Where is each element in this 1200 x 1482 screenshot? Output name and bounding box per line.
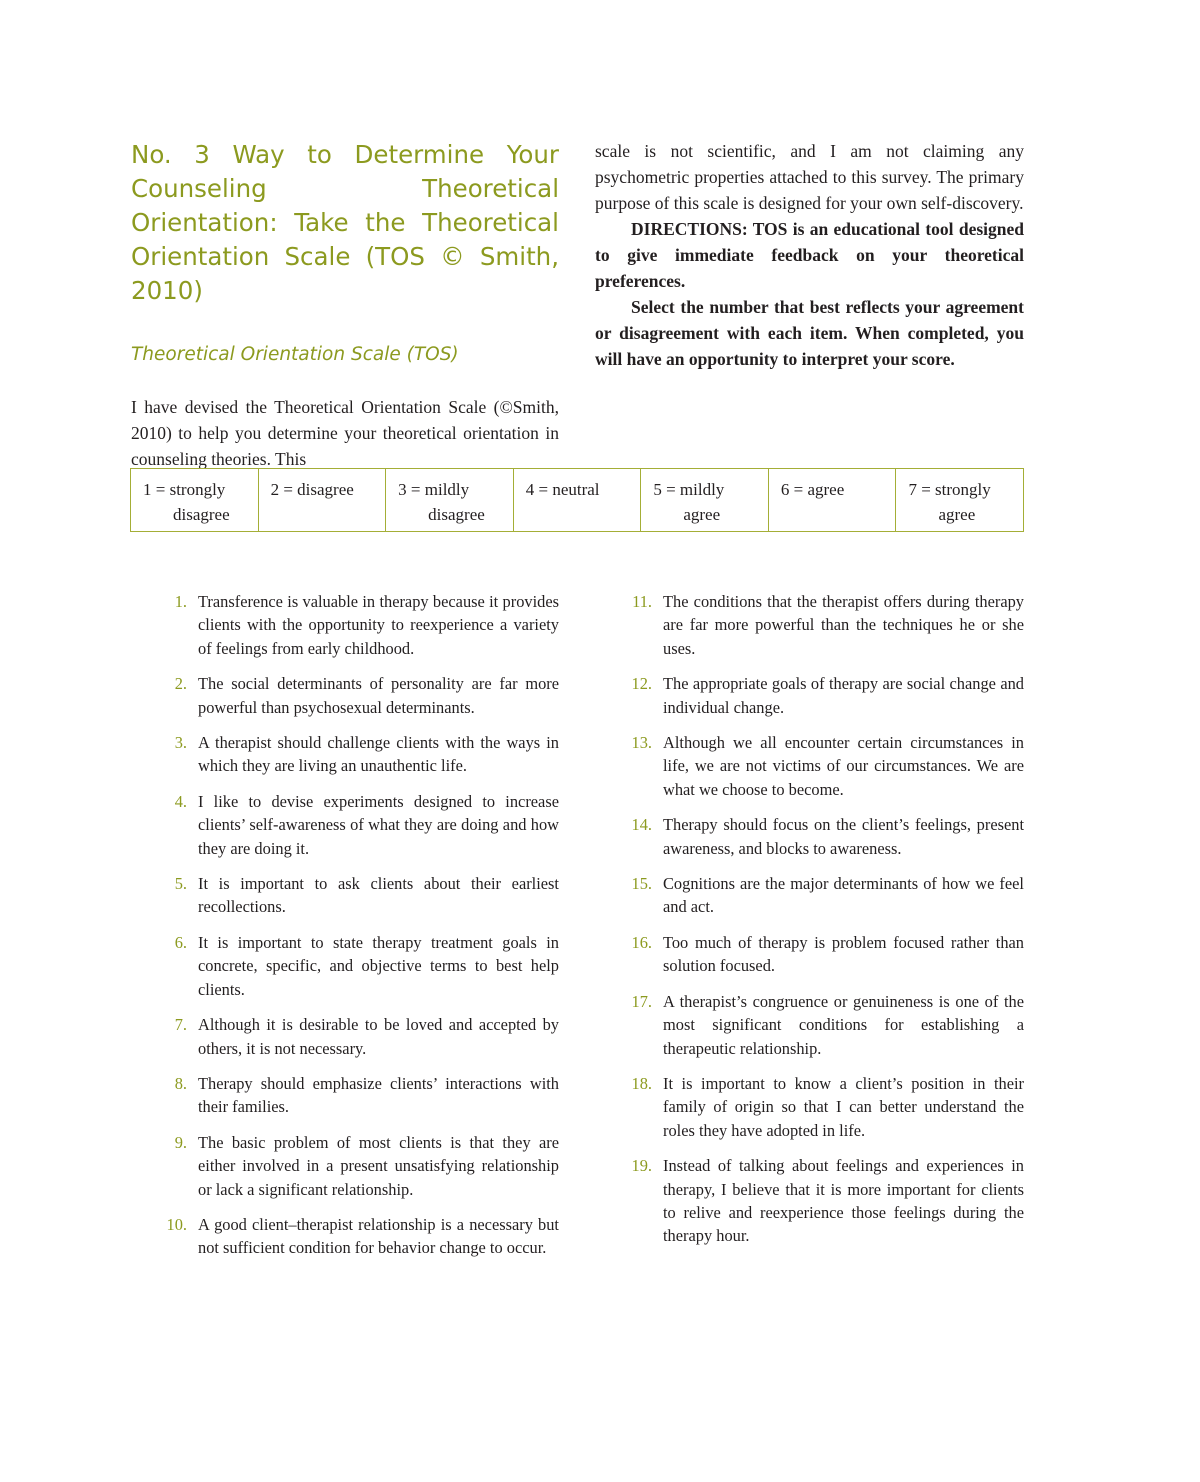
survey-items-left bbox=[160, 590, 559, 1272]
survey-item bbox=[625, 1154, 1024, 1248]
rating-scale-table bbox=[130, 468, 1024, 532]
scale-cell-6 bbox=[769, 469, 897, 531]
item-number: 5. bbox=[174, 874, 187, 894]
intro-paragraph-continued: scale is not scientific, and I am not claiming any psychometric properties attached to this survey. The primary purpose of this scale is designed for your own self-discovery. bbox=[595, 141, 1024, 213]
scale-cell-5 bbox=[641, 469, 769, 531]
item-number: 15. bbox=[631, 874, 652, 894]
item-text: Although it is desirable to be loved and accepted by others, it is not necessary. bbox=[198, 1015, 559, 1058]
scale-label: 6 = agree bbox=[780, 480, 845, 499]
left-column bbox=[131, 138, 559, 472]
item-number: 1. bbox=[174, 592, 187, 611]
item-number: 11. bbox=[632, 592, 652, 611]
scale-label-line2: disagree bbox=[428, 505, 485, 524]
item-text: The social determinants of personality are far more powerful than psychosexual determinants. bbox=[198, 674, 559, 717]
scale-cell-3 bbox=[386, 469, 514, 531]
item-text: Therapy should emphasize clients’ interactions with their families. bbox=[198, 1073, 559, 1117]
select-instruction: Select the number that best reflects your agreement or disagreement with each item. When completed, you will have an opportunity to interpret your score. bbox=[595, 297, 1024, 369]
survey-item bbox=[160, 731, 559, 778]
directions-paragraph: DIRECTIONS: TOS is an educational tool designed to give immediate feedback on your theoretical preferences. bbox=[595, 219, 1024, 291]
survey-item bbox=[625, 1072, 1024, 1142]
intro-paragraph: I have devised the Theoretical Orientation Scale (©Smith, 2010) to help you determine your theoretical orientation in counseling theories. This bbox=[131, 397, 559, 469]
scale-cell-4 bbox=[514, 469, 642, 531]
survey-item bbox=[160, 872, 559, 919]
scale-label-line2: agree bbox=[683, 505, 721, 524]
scale-label: 2 = disagree bbox=[270, 480, 354, 499]
survey-item bbox=[625, 672, 1024, 719]
item-text: It is important to know a client’s position in their family of origin so that I can better understand the roles they have adopted in life. bbox=[663, 1073, 1024, 1140]
item-number: 7. bbox=[174, 1015, 187, 1035]
survey-item bbox=[160, 931, 559, 1001]
item-number: 12. bbox=[631, 674, 652, 694]
survey-item bbox=[625, 931, 1024, 978]
survey-item bbox=[160, 790, 559, 860]
item-text: A therapist’s congruence or genuineness is one of the most significant conditions for establishing a therapeutic relationship. bbox=[663, 991, 1024, 1058]
section-subheading: Theoretical Orientation Scale (TOS) bbox=[131, 344, 459, 365]
item-number: 13. bbox=[631, 733, 652, 753]
item-number: 6. bbox=[174, 932, 187, 952]
item-text: The appropriate goals of therapy are social change and individual change. bbox=[663, 674, 1024, 717]
item-number: 9. bbox=[174, 1132, 187, 1152]
survey-item bbox=[160, 590, 559, 660]
scale-label: 3 = mildly bbox=[398, 480, 470, 499]
survey-item bbox=[160, 1013, 559, 1060]
item-text: Too much of therapy is problem focused rather than solution focused. bbox=[663, 932, 1024, 976]
item-number: 4. bbox=[174, 791, 187, 811]
survey-item bbox=[160, 1131, 559, 1201]
item-text: Instead of talking about feelings and experiences in therapy, I believe that it is more important for clients to relive and reexperience those feelings during the therapy hour. bbox=[663, 1156, 1024, 1246]
survey-items-right bbox=[625, 590, 1024, 1260]
survey-item bbox=[625, 813, 1024, 860]
item-text: The basic problem of most clients is that they are either involved in a present unsatisfying relationship or lack a significant relationship. bbox=[198, 1132, 559, 1199]
scale-label: 5 = mildly bbox=[653, 480, 725, 499]
survey-item bbox=[625, 590, 1024, 660]
item-number: 10. bbox=[166, 1214, 187, 1234]
item-text: The conditions that the therapist offers during therapy are far more powerful than the techniques he or she uses. bbox=[663, 592, 1024, 658]
scale-label-line2: disagree bbox=[173, 505, 230, 524]
item-number: 18. bbox=[631, 1073, 652, 1093]
item-number: 8. bbox=[174, 1073, 187, 1093]
scale-label: 7 = strongly bbox=[908, 480, 991, 499]
item-text: Although we all encounter certain circumstances in life, we are not victims of our circumstances. We are what we choose to become. bbox=[663, 733, 1024, 799]
scale-label-line2: agree bbox=[938, 505, 976, 524]
survey-item bbox=[625, 731, 1024, 801]
survey-item bbox=[160, 1213, 559, 1260]
survey-item bbox=[160, 672, 559, 719]
item-text: I like to devise experiments designed to increase clients’ self-awareness of what they are doing and how they are doing it. bbox=[198, 791, 559, 858]
item-number: 3. bbox=[174, 733, 187, 753]
page-heading: No. 3 Way to Determine Your Counseling Theoretical Orientation: Take the Theoretical Orientation Scale (TOS © Smith, 2010) bbox=[131, 140, 559, 305]
scale-cell-7 bbox=[896, 469, 1023, 531]
item-number: 2. bbox=[174, 674, 187, 694]
item-text: Therapy should focus on the client’s feelings, present awareness, and blocks to awareness. bbox=[663, 815, 1024, 858]
item-text: A good client–therapist relationship is a necessary but not sufficient condition for behavior change to occur. bbox=[198, 1214, 559, 1258]
survey-item bbox=[625, 872, 1024, 919]
scale-cell-2 bbox=[259, 469, 387, 531]
item-text: It is important to state therapy treatment goals in concrete, specific, and objective terms to best help clients. bbox=[198, 932, 559, 999]
item-number: 17. bbox=[631, 991, 652, 1011]
right-column bbox=[595, 138, 1024, 372]
item-number: 16. bbox=[631, 932, 652, 952]
item-text: It is important to ask clients about their earliest recollections. bbox=[198, 874, 559, 917]
scale-label: 4 = neutral bbox=[525, 480, 600, 499]
survey-item bbox=[160, 1072, 559, 1119]
item-text: Transference is valuable in therapy because it provides clients with the opportunity to reexperience a variety of feelings from early childhood. bbox=[198, 592, 559, 658]
scale-cell-1 bbox=[131, 469, 259, 531]
item-number: 14. bbox=[631, 815, 652, 835]
survey-item bbox=[625, 990, 1024, 1060]
item-text: Cognitions are the major determinants of how we feel and act. bbox=[663, 874, 1024, 917]
scale-label: 1 = strongly bbox=[143, 480, 226, 499]
item-text: A therapist should challenge clients with the ways in which they are living an unauthentic life. bbox=[198, 733, 559, 776]
item-number: 19. bbox=[631, 1156, 652, 1176]
